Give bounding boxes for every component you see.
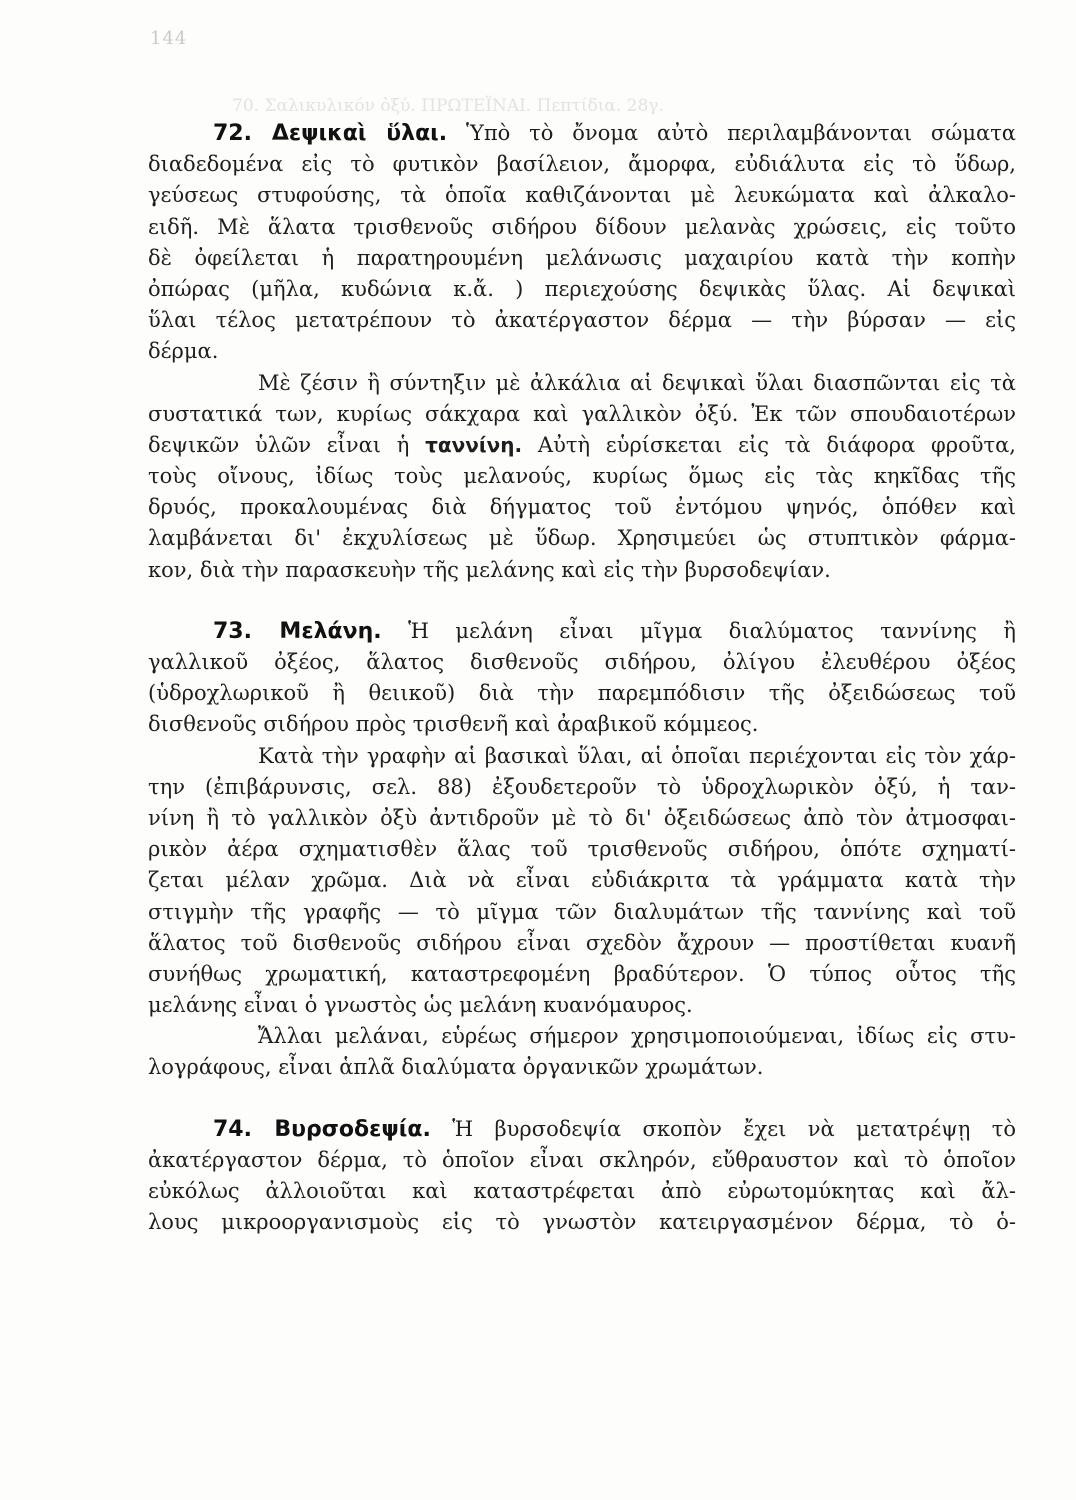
text-line: μελάνης εἶναι ὁ γνωστὸς ὡς μελάνη κυανόμαυρος. bbox=[148, 993, 693, 1018]
bleed-through-text: 70. Σαλικυλικόν ὀξύ. ΠΡΩΤΕΪΝΑΙ. Πεπτίδια. 28γ. bbox=[232, 96, 664, 116]
text-line: Ἄλλαι μελάναι, εὑρέως σήμερον χρησιμοποιούμεναι, ἰδίως εἰς στυ- bbox=[258, 1024, 1016, 1049]
page-body bbox=[148, 118, 1020, 1238]
text-line: ζεται μέλαν χρῶμα. Διὰ νὰ εἶναι εὐδιάκριτα τὰ γράμματα κατὰ τὴν bbox=[148, 868, 1016, 893]
text-line: συνήθως χρωματική, καταστρεφομένη βραδύτερον. Ὁ τύπος οὗτος τῆς bbox=[148, 961, 1016, 986]
text-line: δὲ ὀφείλεται ἡ παρατηρουμένη μελάνωσις μαχαιρίου κατὰ τὴν κοπὴν bbox=[148, 245, 1016, 270]
text-line: τοὺς οἴνους, ἰδίως τοὺς μελανούς, κυρίως ὅμως εἰς τὰς κηκῖδας τῆς bbox=[148, 464, 1016, 489]
section-74-first-line bbox=[148, 1114, 1016, 1145]
text-line: Ἡ βυρσοδεψία σκοπὸν ἔχει νὰ μετατρέψῃ τὸ bbox=[452, 1116, 1016, 1141]
text-line: λους μικροοργανισμοὺς εἰς τὸ γνωστὸν κατειργασμένον δέρμα, τὸ ὁ- bbox=[148, 1210, 1016, 1235]
text-line: ρικὸν ἀέρα σχηματισθὲν ἅλας τοῦ τρισθενοῦς σιδήρου, ὁπότε σχηματί- bbox=[148, 837, 1016, 862]
term-tannin: ταννίνη. bbox=[425, 432, 523, 457]
text-line: ειδῆ. Μὲ ἅλατα τρισθενοῦς σιδήρου δίδουν μελανὰς χρώσεις, εἰς τοῦτο bbox=[148, 214, 1016, 239]
text-line: λογράφους, εἶναι ἁπλᾶ διαλύματα ὀργανικῶν χρωμάτων. bbox=[148, 1055, 764, 1080]
text-line: την (ἐπιβάρυνσις, σελ. 88) ἐξουδετεροῦν τὸ ὑδροχλωρικὸν ὀξύ, ἡ ταν- bbox=[148, 774, 1016, 799]
page-number: 144 bbox=[150, 28, 188, 49]
text-line: νίνη ἢ τὸ γαλλικὸν ὀξὺ ἀντιδροῦν μὲ τὸ δι' ὀξειδώσεως ἀπὸ τὸν ἀτμοσφαι- bbox=[148, 805, 1016, 830]
text-line: Κατὰ τὴν γραφὴν αἱ βασικαὶ ὕλαι, αἱ ὁποῖαι περιέχονται εἰς τὸν χάρ- bbox=[258, 743, 1016, 768]
text-line: ἅλατος τοῦ δισθενοῦς σιδήρου εἶναι σχεδὸν ἄχρουν — προστίθεται κυανῆ bbox=[148, 930, 1016, 955]
text-line: ἀκατέργαστον δέρμα, τὸ ὁποῖον εἶναι σκληρόν, εὔθραυστον καὶ τὸ ὁποῖον bbox=[148, 1147, 1016, 1172]
text-line: Ὑπὸ τὸ ὄνομα αὐτὸ περιλαμβάνονται σώματα bbox=[466, 121, 1016, 145]
section-72 bbox=[148, 118, 1020, 586]
text-line: συστατικά των, κυρίως σάκχαρα καὶ γαλλικὸν ὀξύ. Ἐκ τῶν σπουδαιοτέρων bbox=[148, 401, 1016, 426]
section-72-first-line bbox=[148, 118, 1016, 149]
text-line: ὕλαι τέλος μετατρέπουν τὸ ἀκατέργαστον δέρμα — τὴν βύρσαν — εἰς bbox=[148, 308, 1016, 333]
text-line: στιγμὴν τῆς γραφῆς — τὸ μῖγμα τῶν διαλυμάτων τῆς ταννίνης καὶ τοῦ bbox=[148, 899, 1016, 924]
section-heading: 72. Δεψικαὶ ὕλαι. bbox=[213, 121, 448, 146]
text-line: Ἡ μελάνη εἶναι μῖγμα διαλύματος ταννίνης ἢ bbox=[408, 618, 1016, 643]
text-line: δέρμα. bbox=[148, 339, 219, 364]
text-fragment: δεψικῶν ὑλῶν εἶναι ἡ bbox=[148, 432, 410, 457]
text-line: Μὲ ζέσιν ἢ σύντηξιν μὲ ἀλκάλια αἱ δεψικαὶ ὕλαι διασπῶνται εἰς τὰ bbox=[258, 370, 1016, 395]
text-line: εὐκόλως ἀλλοιοῦται καὶ καταστρέφεται ἀπὸ εὐρωτομύκητας καὶ ἄλ- bbox=[148, 1179, 1016, 1203]
section-heading: 74. Βυρσοδεψία. bbox=[213, 1116, 431, 1142]
text-line: δρυός, προκαλουμένας διὰ δήγματος τοῦ ἐντόμου ψηνός, ὁπόθεν καὶ bbox=[148, 495, 1016, 520]
text-line: διαδεδομένα εἰς τὸ φυτικὸν βασίλειον, ἄμορφα, εὐδιάλυτα εἰς τὸ ὕδωρ, bbox=[148, 152, 1016, 177]
section-73 bbox=[148, 616, 1020, 1084]
text-line: (ὑδροχλωρικοῦ ἢ θειικοῦ) διὰ τὴν παρεμπόδισιν τῆς ὀξειδώσεως τοῦ bbox=[148, 681, 1016, 706]
text-fragment: Αὐτὴ εὑρίσκεται εἰς τὰ διάφορα φροῦτα, bbox=[537, 432, 1016, 457]
section-74 bbox=[148, 1114, 1020, 1239]
text-line-tannin bbox=[148, 430, 1016, 461]
text-line: κον, διὰ τὴν παρασκευὴν τῆς μελάνης καὶ εἰς τὴν βυρσοδεψίαν. bbox=[148, 557, 831, 582]
text-line: λαμβάνεται δι' ἐκχυλίσεως μὲ ὕδωρ. Χρησιμεύει ὡς στυπτικὸν φάρμα- bbox=[148, 526, 1016, 551]
section-heading: 73. Μελάνη. bbox=[213, 618, 382, 644]
text-line: δισθενοῦς σιδήρου πρὸς τρισθενῆ καὶ ἀραβικοῦ κόμμεος. bbox=[148, 712, 759, 737]
text-line: γαλλικοῦ ὀξέος, ἅλατος δισθενοῦς σιδήρου, ὀλίγου ἐλευθέρου ὀξέος bbox=[148, 650, 1016, 674]
text-line: γεύσεως στυφούσης, τὰ ὁποῖα καθιζάνονται μὲ λευκώματα καὶ ἀλκαλο- bbox=[148, 183, 1016, 208]
section-73-first-line bbox=[148, 616, 1016, 647]
text-line: ὀπώρας (μῆλα, κυδώνια κ.ἄ. ) περιεχούσης δεψικὰς ὕλας. Αἱ δεψικαὶ bbox=[148, 276, 1016, 301]
